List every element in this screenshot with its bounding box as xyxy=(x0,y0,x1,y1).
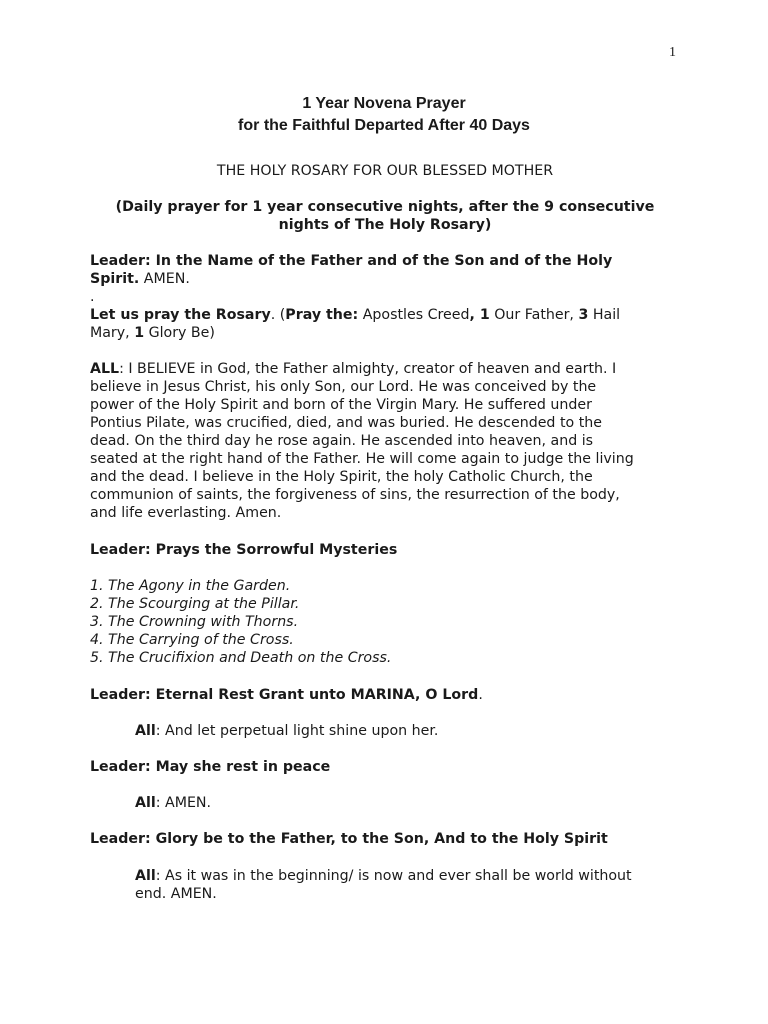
creed-line3: power of the Holy Spirit and born of the Virgin Mary. He suffered under xyxy=(90,397,592,413)
response-perpetual-light xyxy=(135,722,680,740)
response-glory xyxy=(135,867,680,903)
rosary-glory: Glory Be) xyxy=(144,325,215,341)
eternal-rest-dot: . xyxy=(478,687,483,703)
creed-line4: Pontius Pilate, was crucified, died, and was buried. He descended to the xyxy=(90,415,602,431)
opening-leader-text-2: Spirit. xyxy=(90,271,140,287)
document-title-line2: for the Faithful Departed After 40 Days xyxy=(238,117,530,134)
list-item: 2. The Scourging at the Pillar. xyxy=(90,596,300,612)
rosary-count-1: 1 xyxy=(479,307,490,323)
response-text: : AMEN. xyxy=(155,795,212,811)
daily-note xyxy=(90,198,680,234)
rosary-pray-the: Pray the: xyxy=(285,307,359,323)
creed-line7: and the dead. I believe in the Holy Spirit, the holy Catholic Church, the xyxy=(90,469,593,485)
response-all-label: All xyxy=(135,868,156,884)
rosary-comma: , xyxy=(469,307,480,323)
creed-line2: believe in Jesus Christ, his only Son, our Lord. He was conceived by the xyxy=(90,379,597,395)
eternal-rest-leader xyxy=(90,686,680,704)
response-text-line1: : As it was in the beginning/ is now and ever shall be world without xyxy=(155,868,632,884)
glory-be-leader: Leader: Glory be to the Father, to the Son, And to the Holy Spirit xyxy=(90,831,608,847)
creed-all-label: ALL xyxy=(90,361,120,377)
creed-line1: : I BELIEVE in God, the Father almighty, creator of heaven and earth. I xyxy=(119,361,617,377)
rosary-our-father: Our Father, xyxy=(489,307,579,323)
rosary-creed: Apostles Creed xyxy=(358,307,470,323)
document-title-line1: 1 Year Novena Prayer xyxy=(302,95,466,112)
creed-line8: communion of saints, the forgiveness of sins, the resurrection of the body, xyxy=(90,487,620,503)
list-item: 1. The Agony in the Garden. xyxy=(90,578,291,594)
rosary-count-3: 3 xyxy=(578,307,589,323)
response-all-label: All xyxy=(135,795,156,811)
response-all-label: All xyxy=(135,723,156,739)
opening-prayer xyxy=(90,252,680,306)
rosary-after-lead: . ( xyxy=(270,307,286,323)
creed-line6: seated at the right hand of the Father. He will come again to judge the living xyxy=(90,451,634,467)
rosary-instruction xyxy=(90,306,680,342)
creed-line5: dead. On the third day he rose again. He ascended into heaven, and is xyxy=(90,433,594,449)
response-text: : And let perpetual light shine upon her. xyxy=(155,723,439,739)
creed-line9: and life everlasting. Amen. xyxy=(90,505,282,521)
daily-note-line2: nights of The Holy Rosary) xyxy=(278,217,492,233)
response-amen xyxy=(135,794,680,812)
list-item: 3. The Crowning with Thorns. xyxy=(90,614,299,630)
rosary-hail-a: Hail xyxy=(588,307,621,323)
mysteries-list xyxy=(90,577,680,667)
rosary-count-1b: 1 xyxy=(134,325,145,341)
opening-leader-text: Leader: In the Name of the Father and of the Son and of the Holy xyxy=(90,253,613,269)
opening-amen: AMEN. xyxy=(139,271,190,287)
apostles-creed xyxy=(90,360,680,522)
rest-in-peace-leader: Leader: May she rest in peace xyxy=(90,759,331,775)
list-item: 5. The Crucifixion and Death on the Cross. xyxy=(90,650,392,666)
rosary-hail-b: Mary, xyxy=(90,325,135,341)
mysteries-heading: Leader: Prays the Sorrowful Mysteries xyxy=(90,542,398,558)
response-text-line2: end. AMEN. xyxy=(135,886,217,902)
section-subtitle: THE HOLY ROSARY FOR OUR BLESSED MOTHER xyxy=(216,163,554,179)
daily-note-line1: (Daily prayer for 1 year consecutive nights, after the 9 consecutive xyxy=(115,199,655,215)
rosary-lead: Let us pray the Rosary xyxy=(90,307,271,323)
eternal-rest-text: Leader: Eternal Rest Grant unto MARINA, O Lord xyxy=(90,687,479,703)
opening-dot: . xyxy=(90,289,95,305)
page-number: 1 xyxy=(669,45,676,60)
list-item: 4. The Carrying of the Cross. xyxy=(90,632,294,648)
